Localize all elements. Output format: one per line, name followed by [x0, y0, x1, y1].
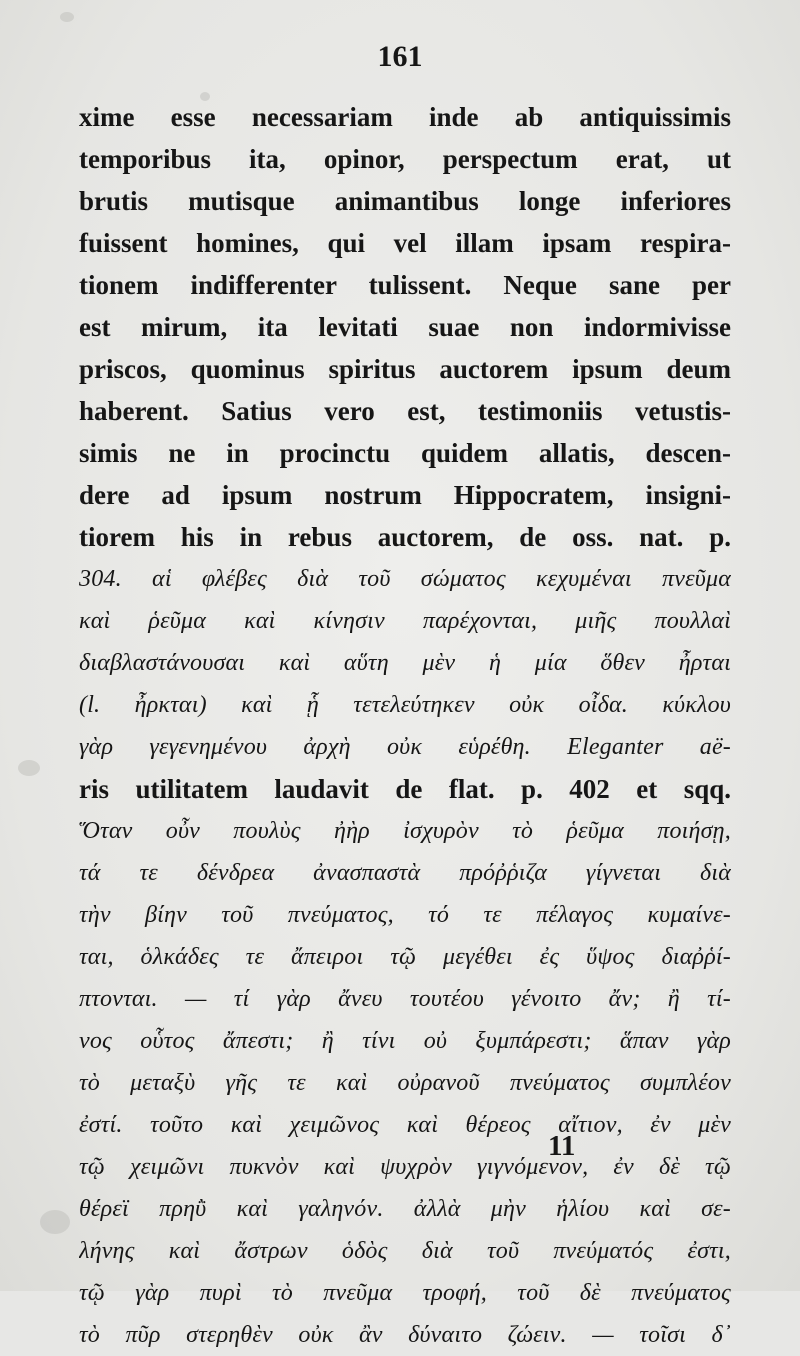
text-line: νος οὗτος ἄπεστι; ἢ τίνι οὐ ξυμπάρεστι; ἅπαν γὰρ	[79, 1028, 731, 1054]
paper-speck	[60, 12, 74, 22]
text-line: tionem indifferenter tulissent. Neque sane per	[79, 270, 731, 300]
text-line: haberent. Satius vero est, testimoniis vetustis-	[79, 396, 731, 426]
text-line: dere ad ipsum nostrum Hippocratem, insigni-	[79, 480, 731, 510]
page-number: 161	[377, 40, 423, 73]
text-line: fuissent homines, qui vel illam ipsam respira-	[79, 228, 731, 258]
text-line: ris utilitatem laudavit de flat. p. 402 et sqq.	[79, 774, 731, 804]
text-line: τὸ πῦρ στερηθὲν οὐκ ἂν δύναιτο ζώειν. — τοῖσι δ᾽	[79, 1322, 731, 1348]
text-line: brutis mutisque animantibus longe inferiores	[79, 186, 731, 216]
text-line: τῷ χειμῶνι πυκνὸν καὶ ψυχρὸν γιγνόμενον, ἐν δὲ τῷ	[79, 1154, 731, 1180]
text-line: priscos, quominus spiritus auctorem ipsum deum	[79, 354, 731, 384]
text-line: τὸ μεταξὺ γῆς τε καὶ οὐρανοῦ πνεύματος συμπλέον	[79, 1070, 731, 1096]
text-line: τὴν βίην τοῦ πνεύματος, τό τε πέλαγος κυμαίνε-	[79, 902, 731, 928]
text-line: 304. αἱ φλέβες διὰ τοῦ σώματος κεχυμέναι πνεῦμα	[79, 566, 731, 592]
text-line: διαβλαστάνουσαι καὶ αὕτη μὲν ἡ μία ὅθεν ἦρται	[79, 650, 731, 676]
text-line: καὶ ῥεῦμα καὶ κίνησιν παρέχονται, μιῆς πουλλαὶ	[79, 608, 731, 634]
text-line: simis ne in procinctu quidem allatis, descen-	[79, 438, 731, 468]
paper-speck	[40, 1210, 70, 1234]
text-line: ἐστί. τοῦτο καὶ χειμῶνος καὶ θέρεος αἴτιον, ἐν μὲν	[79, 1112, 731, 1138]
paper-speck	[18, 760, 40, 776]
text-line: temporibus ita, opinor, perspectum erat, ut	[79, 144, 731, 174]
text-line: τά τε δένδρεα ἀνασπαστὰ πρόῤῥιζα γίγνεται διὰ	[79, 860, 731, 886]
text-line: xime esse necessariam inde ab antiquissimis	[79, 102, 731, 132]
text-line: Ὅταν οὖν πουλὺς ἠὴρ ἰσχυρὸν τὸ ῥεῦμα ποιήσῃ,	[79, 818, 731, 844]
body-text	[79, 96, 731, 1356]
text-line: est mirum, ita levitati suae non indormivisse	[79, 312, 731, 342]
text-line: γὰρ γεγενημένου ἀρχὴ οὐκ εὑρέθη. Eleganter aë-	[79, 734, 731, 760]
text-line: (l. ἦρκται) καὶ ᾗ τετελεύτηκεν οὐκ οἶδα. κύκλου	[79, 692, 731, 718]
text-line: ται, ὁλκάδες τε ἄπειροι τῷ μεγέθει ἐς ὕψος διαῤῥί-	[79, 944, 731, 970]
text-line: θέρεϊ πρηῢ καὶ γαληνόν. ἀλλὰ μὴν ἡλίου καὶ σε-	[79, 1196, 731, 1222]
text-line: τῷ γὰρ πυρὶ τὸ πνεῦμα τροφή, τοῦ δὲ πνεύματος	[79, 1280, 731, 1306]
text-line: πτονται. — τί γὰρ ἄνευ τουτέου γένοιτο ἄν; ἢ τί-	[79, 986, 731, 1012]
signature-mark: 11	[548, 1130, 576, 1162]
text-line: tiorem his in rebus auctorem, de oss. nat. p.	[79, 522, 731, 552]
text-line: λήνης καὶ ἄστρων ὁδὸς διὰ τοῦ πνεύματός ἐστι,	[79, 1238, 731, 1264]
